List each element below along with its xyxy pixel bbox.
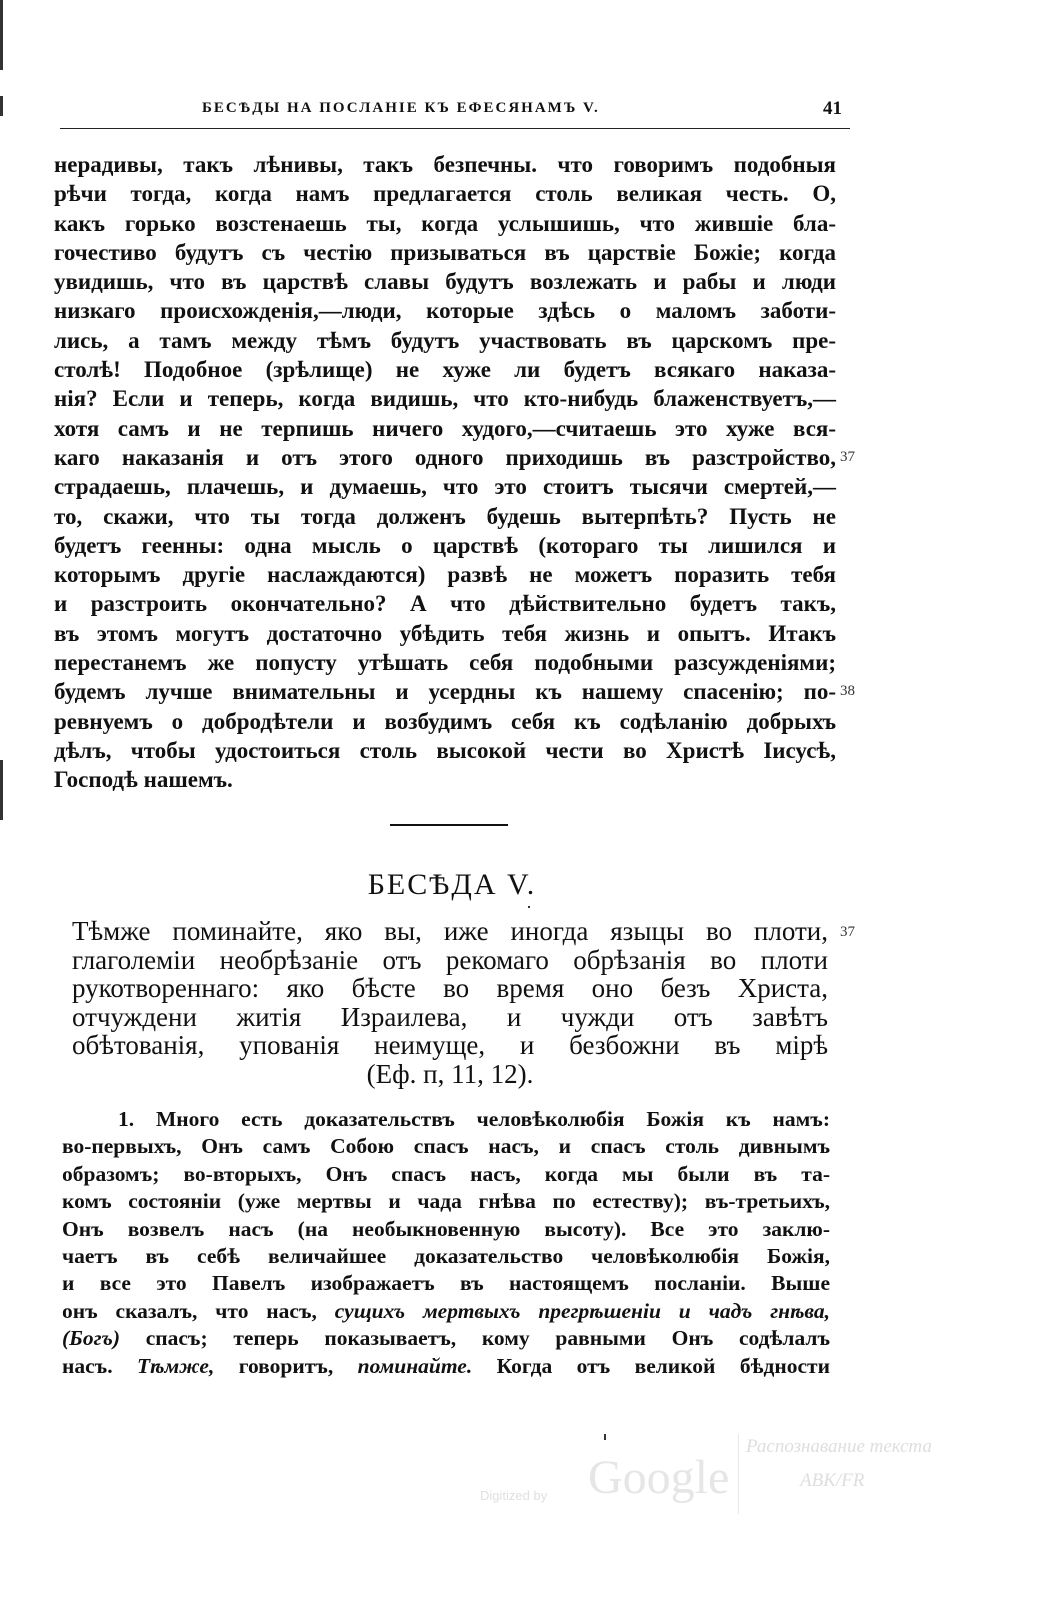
text-line: нія? Если и теперь, когда видишь, что кто-нибудь блаженствуетъ,—	[54, 386, 836, 412]
text-segment: спасъ; теперь показываетъ, кому равными Онъ содѣлалъ	[120, 1326, 830, 1351]
text-line: столѣ! Подобное (зрѣлище) не хуже ли будетъ всякаго наказа-	[54, 357, 836, 383]
text-line: будемъ лучше внимательны и усердны къ нашему спасенію; по-	[54, 679, 836, 705]
ocr-note: Распознавание текста	[746, 1436, 932, 1457]
text-segment: Онъ возвелъ насъ (на необыкновенную высоту). Все это заклю-	[62, 1216, 830, 1241]
print-speck	[528, 906, 530, 908]
ocr-signature: ABK/FR	[800, 1470, 865, 1491]
text-line: которымъ другіе наслаждаются) развѣ не можетъ поразить тебя	[54, 562, 836, 588]
text-line: увидишь, что въ царствѣ славы будутъ возлежать и рабы и люди	[54, 269, 836, 295]
body-line	[62, 1216, 830, 1243]
text-segment: говоритъ,	[214, 1353, 358, 1378]
body-line	[62, 1188, 830, 1215]
google-logo: Google	[588, 1451, 730, 1504]
body-line	[62, 1353, 830, 1380]
running-title: БЕСѢДЫ НА ПОСЛАНІЕ КЪ ЕФЕСЯНАМЪ V.	[202, 100, 600, 116]
body-paragraph	[62, 1106, 830, 1380]
verse-line: (Еф. п, 11, 12).	[366, 1058, 534, 1089]
text-line: ревнуемъ о добродѣтели и возбудимъ себя къ содѣланію добрыхъ	[54, 708, 836, 734]
scan-edge-mark	[0, 760, 3, 820]
running-head	[60, 98, 850, 128]
section-divider	[390, 824, 508, 826]
verse-line: обѣтованія, упованія неимуще, и безбожни въ мірѣ	[72, 1030, 828, 1060]
text-segment: чаетъ въ себѣ величайшее доказательство человѣколюбія Божія,	[62, 1243, 830, 1268]
text-line: дѣлъ, чтобы удостоиться столь высокой чести во Христѣ Іисусѣ,	[54, 737, 836, 763]
verse-line: Тѣмже поминайте, яко вы, иже иногда языцы во плоти,	[72, 916, 828, 946]
text-segment: Когда отъ великой бѣдности	[472, 1353, 830, 1378]
text-line: низкаго происхожденія,—люди, которые здѣсь о маломъ заботи-	[54, 298, 836, 324]
text-line: перестанемъ же попусту утѣшать себя подобными разсужденіями;	[54, 650, 836, 676]
text-segment: во-первыхъ, Онъ самъ Собою спасъ насъ, и спасъ столь дивнымъ	[62, 1134, 830, 1159]
italic-quote: сущихъ мертвыхъ прегрѣшеніи и чадъ гнѣва,	[334, 1298, 830, 1323]
text-line: лись, а тамъ между тѣмъ будутъ участвовать въ царскомъ пре-	[54, 327, 836, 353]
digitization-stamp	[480, 1430, 1000, 1520]
verse-line: глаголеміи необрѣзаніе отъ рекомаго обрѣзанія во плоти	[72, 944, 828, 975]
text-segment: комъ состояніи (уже мертвы и чада гнѣва по естеству); въ-третьихъ,	[62, 1189, 830, 1214]
italic-quote: поминайте.	[357, 1353, 473, 1378]
scripture-verse	[72, 917, 828, 1088]
text-segment: образомъ; во-вторыхъ, Онъ спасъ насъ, когда мы были въ та-	[62, 1161, 830, 1186]
text-segment: и все это Павелъ изображаетъ въ настоящемъ посланіи. Выше	[62, 1271, 830, 1296]
body-line	[62, 1325, 830, 1352]
scan-edge-mark	[0, 96, 3, 116]
stamp-divider	[738, 1434, 739, 1514]
verse-margin-number: 37	[840, 924, 855, 940]
text-segment: 1. Много есть доказательствъ человѣколюбія Божія къ намъ:	[118, 1107, 830, 1131]
text-segment: онъ сказалъ, что насъ,	[62, 1298, 335, 1323]
top-paragraph	[54, 150, 836, 795]
page-number: 41	[823, 98, 842, 119]
italic-quote: (Богъ)	[62, 1326, 120, 1351]
margin-number: 37	[840, 449, 855, 465]
body-line	[62, 1243, 830, 1270]
text-line: Господѣ нашемъ.	[54, 767, 233, 793]
verse-line: отчуждени житія Израилева, и чужди отъ завѣтъ	[72, 1001, 828, 1032]
scan-edge-mark	[0, 0, 3, 70]
header-rule	[60, 128, 850, 129]
body-line	[62, 1161, 830, 1188]
verse-line: рукотвореннаго: яко бѣсте во время оно безъ Христа,	[72, 973, 828, 1003]
body-line	[62, 1270, 830, 1297]
text-line: рѣчи тогда, когда намъ предлагается столь великая честь. О,	[54, 181, 836, 207]
text-segment: насъ.	[62, 1353, 138, 1378]
margin-number: 38	[840, 683, 855, 700]
text-line: гочестиво будутъ съ честію призываться въ царствіе Божіе; когда	[54, 239, 836, 265]
text-line: то, скажи, что ты тогда долженъ будешь вытерпѣть? Пусть не	[54, 503, 836, 529]
text-line: и разстроить окончательно? А что дѣйствительно будетъ такъ,	[54, 591, 836, 617]
text-line: въ этомъ могутъ достаточно убѣдить тебя жизнь и опытъ. Итакъ	[54, 620, 836, 646]
text-line: будетъ геенны: одна мысль о царствѣ (котораго ты лишился и	[54, 532, 836, 558]
text-line: нерадивы, такъ лѣнивы, такъ безпечны. что говоримъ подобныя	[54, 152, 836, 177]
body-line	[62, 1106, 830, 1133]
body-line	[62, 1298, 830, 1325]
digitized-by-label: Digitized by	[480, 1488, 548, 1503]
body-line	[62, 1133, 830, 1160]
text-line: страдаешь, плачешь, и думаешь, что это стоитъ тысячи смертей,—	[54, 474, 836, 500]
text-line: какъ горько возстенаешь ты, когда услышишь, что жившіе бла-	[54, 210, 836, 236]
text-line: хотя самъ и не терпишь ничего худого,—считаешь это хуже вся-	[54, 415, 836, 441]
italic-quote: Тѣмже,	[137, 1353, 215, 1378]
homily-title: БЕСѢДА V.	[367, 868, 537, 901]
text-line: каго наказанія и отъ этого одного приходишь въ разстройство,	[54, 444, 836, 470]
